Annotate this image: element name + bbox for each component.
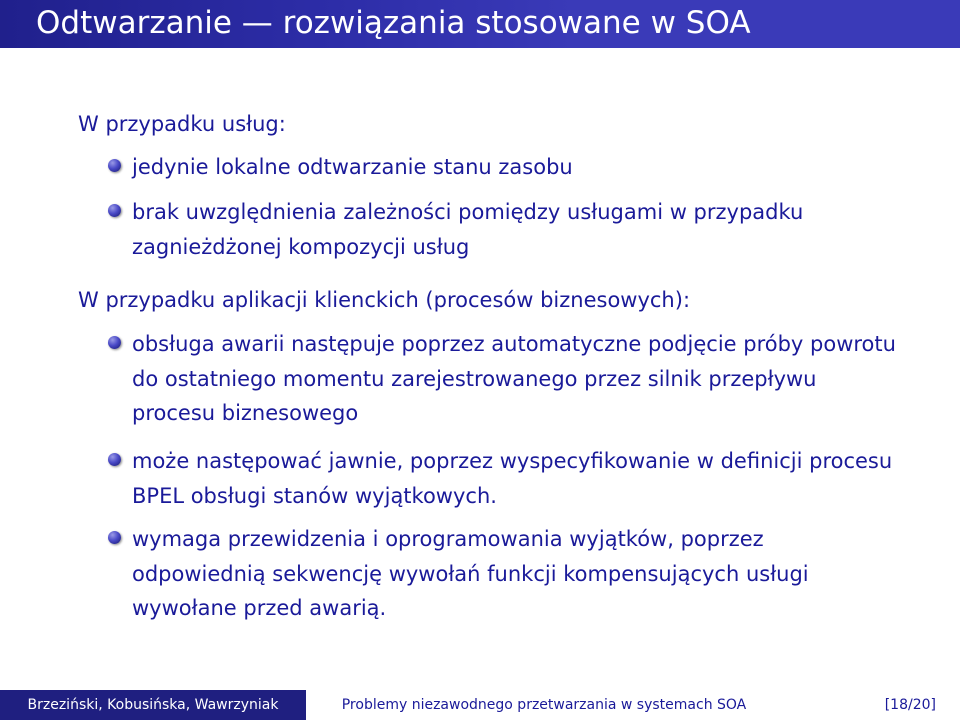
list-item-text: brak uwzględnienia zależności pomiędzy usługami w przypadku zagnieżdżonej kompozycji usług xyxy=(132,200,804,259)
footer-title: Problemy niezawodnego przetwarzania w systemach SOA xyxy=(341,697,747,713)
footer-page-number: [18/20] xyxy=(884,697,936,713)
list-item-text: jedynie lokalne odtwarzanie stanu zasobu xyxy=(132,155,573,179)
section-heading-services: W przypadku usług: xyxy=(78,112,286,136)
list-item-text: obsługa awarii następuje poprzez automatyczne podjęcie próby powrotu do ostatniego momentu zarejestrowanego przez silnik przepływu procesu biznesowego xyxy=(132,332,896,425)
list-item-text: wymaga przewidzenia i oprogramowania wyjątków, poprzez odpowiednią sekwencję wywołań funkcji kompensujących usługi wywołane przed awarią. xyxy=(132,527,809,620)
bullet-icon xyxy=(108,204,121,217)
section-heading-client-apps: W przypadku aplikacji klienckich (procesów biznesowych): xyxy=(78,288,691,312)
list-item-text: może następować jawnie, poprzez wyspecyfikowanie w definicji procesu BPEL obsługi stanów wyjątkowych. xyxy=(132,449,893,508)
bullet-icon xyxy=(108,336,121,349)
footer-authors: Brzeziński, Kobusińska, Wawrzyniak xyxy=(0,690,306,720)
footer xyxy=(0,690,960,720)
slide-title: Odtwarzanie — rozwiązania stosowane w SOA xyxy=(36,5,751,41)
bullet-icon xyxy=(108,159,121,172)
bullet-icon xyxy=(108,453,121,466)
bullet-icon xyxy=(108,531,121,544)
